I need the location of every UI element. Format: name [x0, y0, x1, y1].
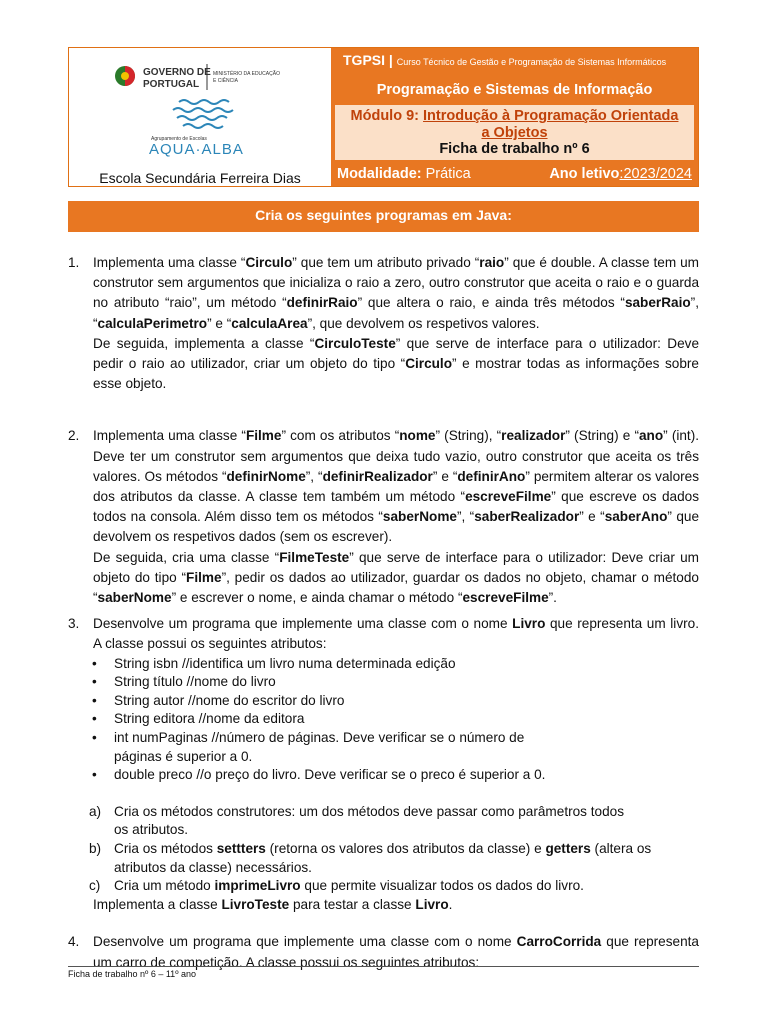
- list-item: • String editora //nome da editora: [114, 710, 699, 729]
- exercise-text-2: De seguida, cria uma classe “FilmeTeste” que serve de interface para o utilizador: Deve criar um objeto do tipo “Filme”, pedir os dados ao utilizador, guardar os dados no objeto, chamar o método “saberNome” e escrever o nome, e ainda chamar o método “escreveFilme”.: [93, 549, 699, 606]
- document-header: [68, 47, 699, 187]
- ministry-line1: MINISTÉRIO DA EDUCAÇÃO: [213, 71, 280, 77]
- modality-value: Prática: [421, 166, 471, 182]
- course-line: [343, 52, 666, 68]
- aqua-small: Agrupamento de Escolas: [151, 136, 207, 142]
- list-item: • String autor //nome do escritor do livro: [114, 692, 699, 711]
- school-year: [549, 166, 692, 182]
- exercise-2: [68, 426, 699, 608]
- aqua-alba-logo: [149, 96, 269, 158]
- list-item: • String isbn //identifica um livro numa determinada edição: [114, 655, 699, 674]
- school-year-label: Ano letivo: [549, 166, 620, 182]
- discipline-title: Programação e Sistemas de Informação: [376, 82, 653, 98]
- governo-portugal-logo: [113, 60, 313, 94]
- ministry-line2: E CIÊNCIA: [213, 78, 239, 84]
- tgpsi-label: TGPSI: [343, 52, 386, 68]
- footer-divider: [68, 966, 699, 967]
- exercise-number: 3.: [68, 616, 80, 632]
- aqua-name: AQUA·ALBA: [149, 141, 244, 158]
- module-title: [335, 108, 694, 142]
- exercise-text: Desenvolve um programa que implemente uma classe com o nome Livro que representa um livro. A classe possui os seguintes atributos:: [93, 616, 699, 652]
- exercise-3: [68, 614, 699, 654]
- exercise-1: [68, 253, 699, 394]
- exercise-text: Implementa uma classe “Filme” com os atributos “nome” (String), “realizador” (String) e “ano” (int). Deve ter um construtor sem argumentos que deixa tudo vazio, outro construtor que aceita os três valores. Os métodos “definirNome”, “definirRealizador” e “definirAno” permitem alterar os valores dos atributos da classe. A classe tem também um método “escreveFilme” que escreve os dados todos na consola. Além disso tem os métodos “saberNome”, “saberRealizador” e “saberAno” que devolvem os respetivos dados (sem os escrever).: [93, 428, 700, 545]
- exercise-text: Implementa uma classe “Circulo” que tem um atributo privado “raio” que é double. A classe tem um construtor sem argumentos que inicializa o raio a zero, outro construtor que aceita o raio e o guarda no atributo “raio”, um método “definirRaio” que altera o raio, e ainda três métodos “saberRaio”, “calculaPerimetro” e “calculaArea”, que devolvem os respetivos valores.: [93, 255, 699, 331]
- exercise-text: Desenvolve um programa que implemente uma classe com o nome CarroCorrida que representa um carro de competição. A classe possui os seguintes atributos:: [93, 934, 699, 970]
- header-info-panel: [331, 48, 698, 186]
- gov-line2: PORTUGAL: [143, 79, 200, 90]
- exercise-text-2: De seguida, implementa a classe “CirculoTeste” que serve de interface para o utilizador: Deve pedir o raio ao utilizador, criar um objeto do tipo “Circulo” e mostrar todas as informações sobre esse objeto.: [93, 335, 699, 392]
- task-list: [68, 803, 699, 896]
- list-item: • int numPaginas //número de páginas. Deve verificar se o número de páginas é superior a 0.: [114, 729, 699, 766]
- exercise-3-final: Implementa a classe LivroTeste para testar a classe Livro.: [93, 896, 453, 912]
- task-a: a) Cria os métodos construtores: um dos métodos deve passar como parâmetros todos os atributos.: [89, 803, 625, 838]
- header-logos: [69, 48, 331, 186]
- list-item: • double preco //o preço do livro. Deve verificar se o preco é superior a 0.: [114, 766, 699, 785]
- task-b: b) Cria os métodos settters (retorna os valores dos atributos da classe) e getters (altera os atributos da classe) necessários.: [89, 841, 652, 875]
- exercise-number: 1.: [68, 255, 80, 270]
- footer-text: Ficha de trabalho nº 6 – 11º ano: [68, 969, 196, 979]
- section-title-bar: Cria os seguintes programas em Java:: [68, 201, 699, 232]
- module-prefix: Módulo 9:: [350, 108, 424, 124]
- module-title-line1: Introdução à Programação Orientada: [423, 108, 679, 124]
- tgpsi-separator: |: [385, 52, 397, 68]
- course-name: Curso Técnico de Gestão e Programação de Sistemas Informáticos: [396, 57, 667, 67]
- module-title-line2: a Objetos: [481, 125, 548, 141]
- exercise-list: [68, 253, 699, 973]
- task-c: c) Cria um método imprimeLivro que permite visualizar todos os dados do livro.: [89, 878, 584, 894]
- list-item: • String título //nome do livro: [114, 673, 699, 692]
- attribute-list: [68, 655, 699, 785]
- exercise-number: 4.: [68, 934, 80, 950]
- exercise-number: 2.: [68, 428, 80, 444]
- gov-line1: GOVERNO DE: [143, 67, 211, 78]
- module-box: [335, 105, 694, 160]
- school-year-value: :2023/2024: [619, 166, 692, 182]
- worksheet-number: Ficha de trabalho nº 6: [439, 141, 590, 157]
- modality-label: Modalidade:: [337, 166, 422, 182]
- school-name: Escola Secundária Ferreira Dias: [99, 170, 301, 186]
- modality: [337, 166, 471, 182]
